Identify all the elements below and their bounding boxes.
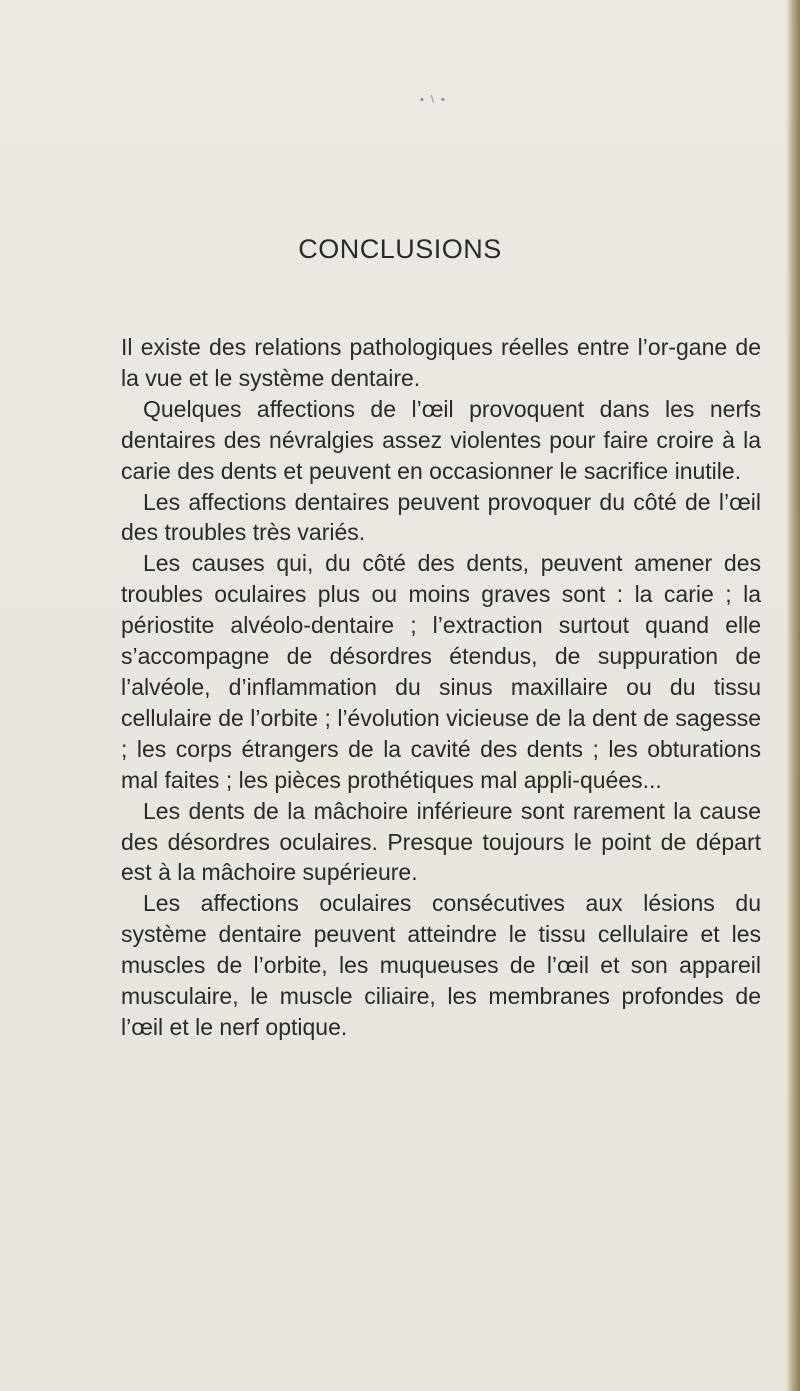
paragraph-3: Les affections dentaires peuvent provoquer du côté de l’œil des troubles très variés. xyxy=(121,488,761,546)
page-edge-shadow xyxy=(786,0,800,1391)
paragraph-5: Les dents de la mâchoire inférieure sont rarement la cause des désordres oculaires. Presque toujours le point de départ est à la mâchoire supérieure. xyxy=(121,797,761,886)
paragraph-1: Il existe des relations pathologiques réelles entre l’or-gane de la vue et le système dentaire. xyxy=(121,334,761,391)
body-text xyxy=(121,332,761,1043)
folio-mark: • \ • xyxy=(420,94,447,106)
paragraph-4: Les causes qui, du côté des dents, peuvent amener des troubles oculaires plus ou moins graves sont : la carie ; la périostite alvéolo-dentaire ; l’extraction surtout quand elle s’accompagne de désordres étendus, de suppuration de l’alvéole, d’inflammation du sinus maxillaire ou du tissu cellulaire de l’orbite ; l’évolution vicieuse de la dent de sagesse ; les corps étrangers de la cavité des dents ; les obturations mal faites ; les pièces prothétiques mal appli-quées... xyxy=(121,550,761,793)
paragraph-6: Les affections oculaires consécutives aux lésions du système dentaire peuvent atteindre le tissu cellulaire et les muscles de l’orbite, les muqueuses de l’œil et son appareil musculaire, le muscle ciliaire, les membranes profondes de l’œil et le nerf optique. xyxy=(121,890,761,1040)
paragraph-2: Quelques affections de l’œil provoquent dans les nerfs dentaires des névralgies assez violentes pour faire croire à la carie des dents et peuvent en occasionner le sacrifice inutile. xyxy=(121,395,761,484)
page-title: CONCLUSIONS xyxy=(298,234,502,264)
